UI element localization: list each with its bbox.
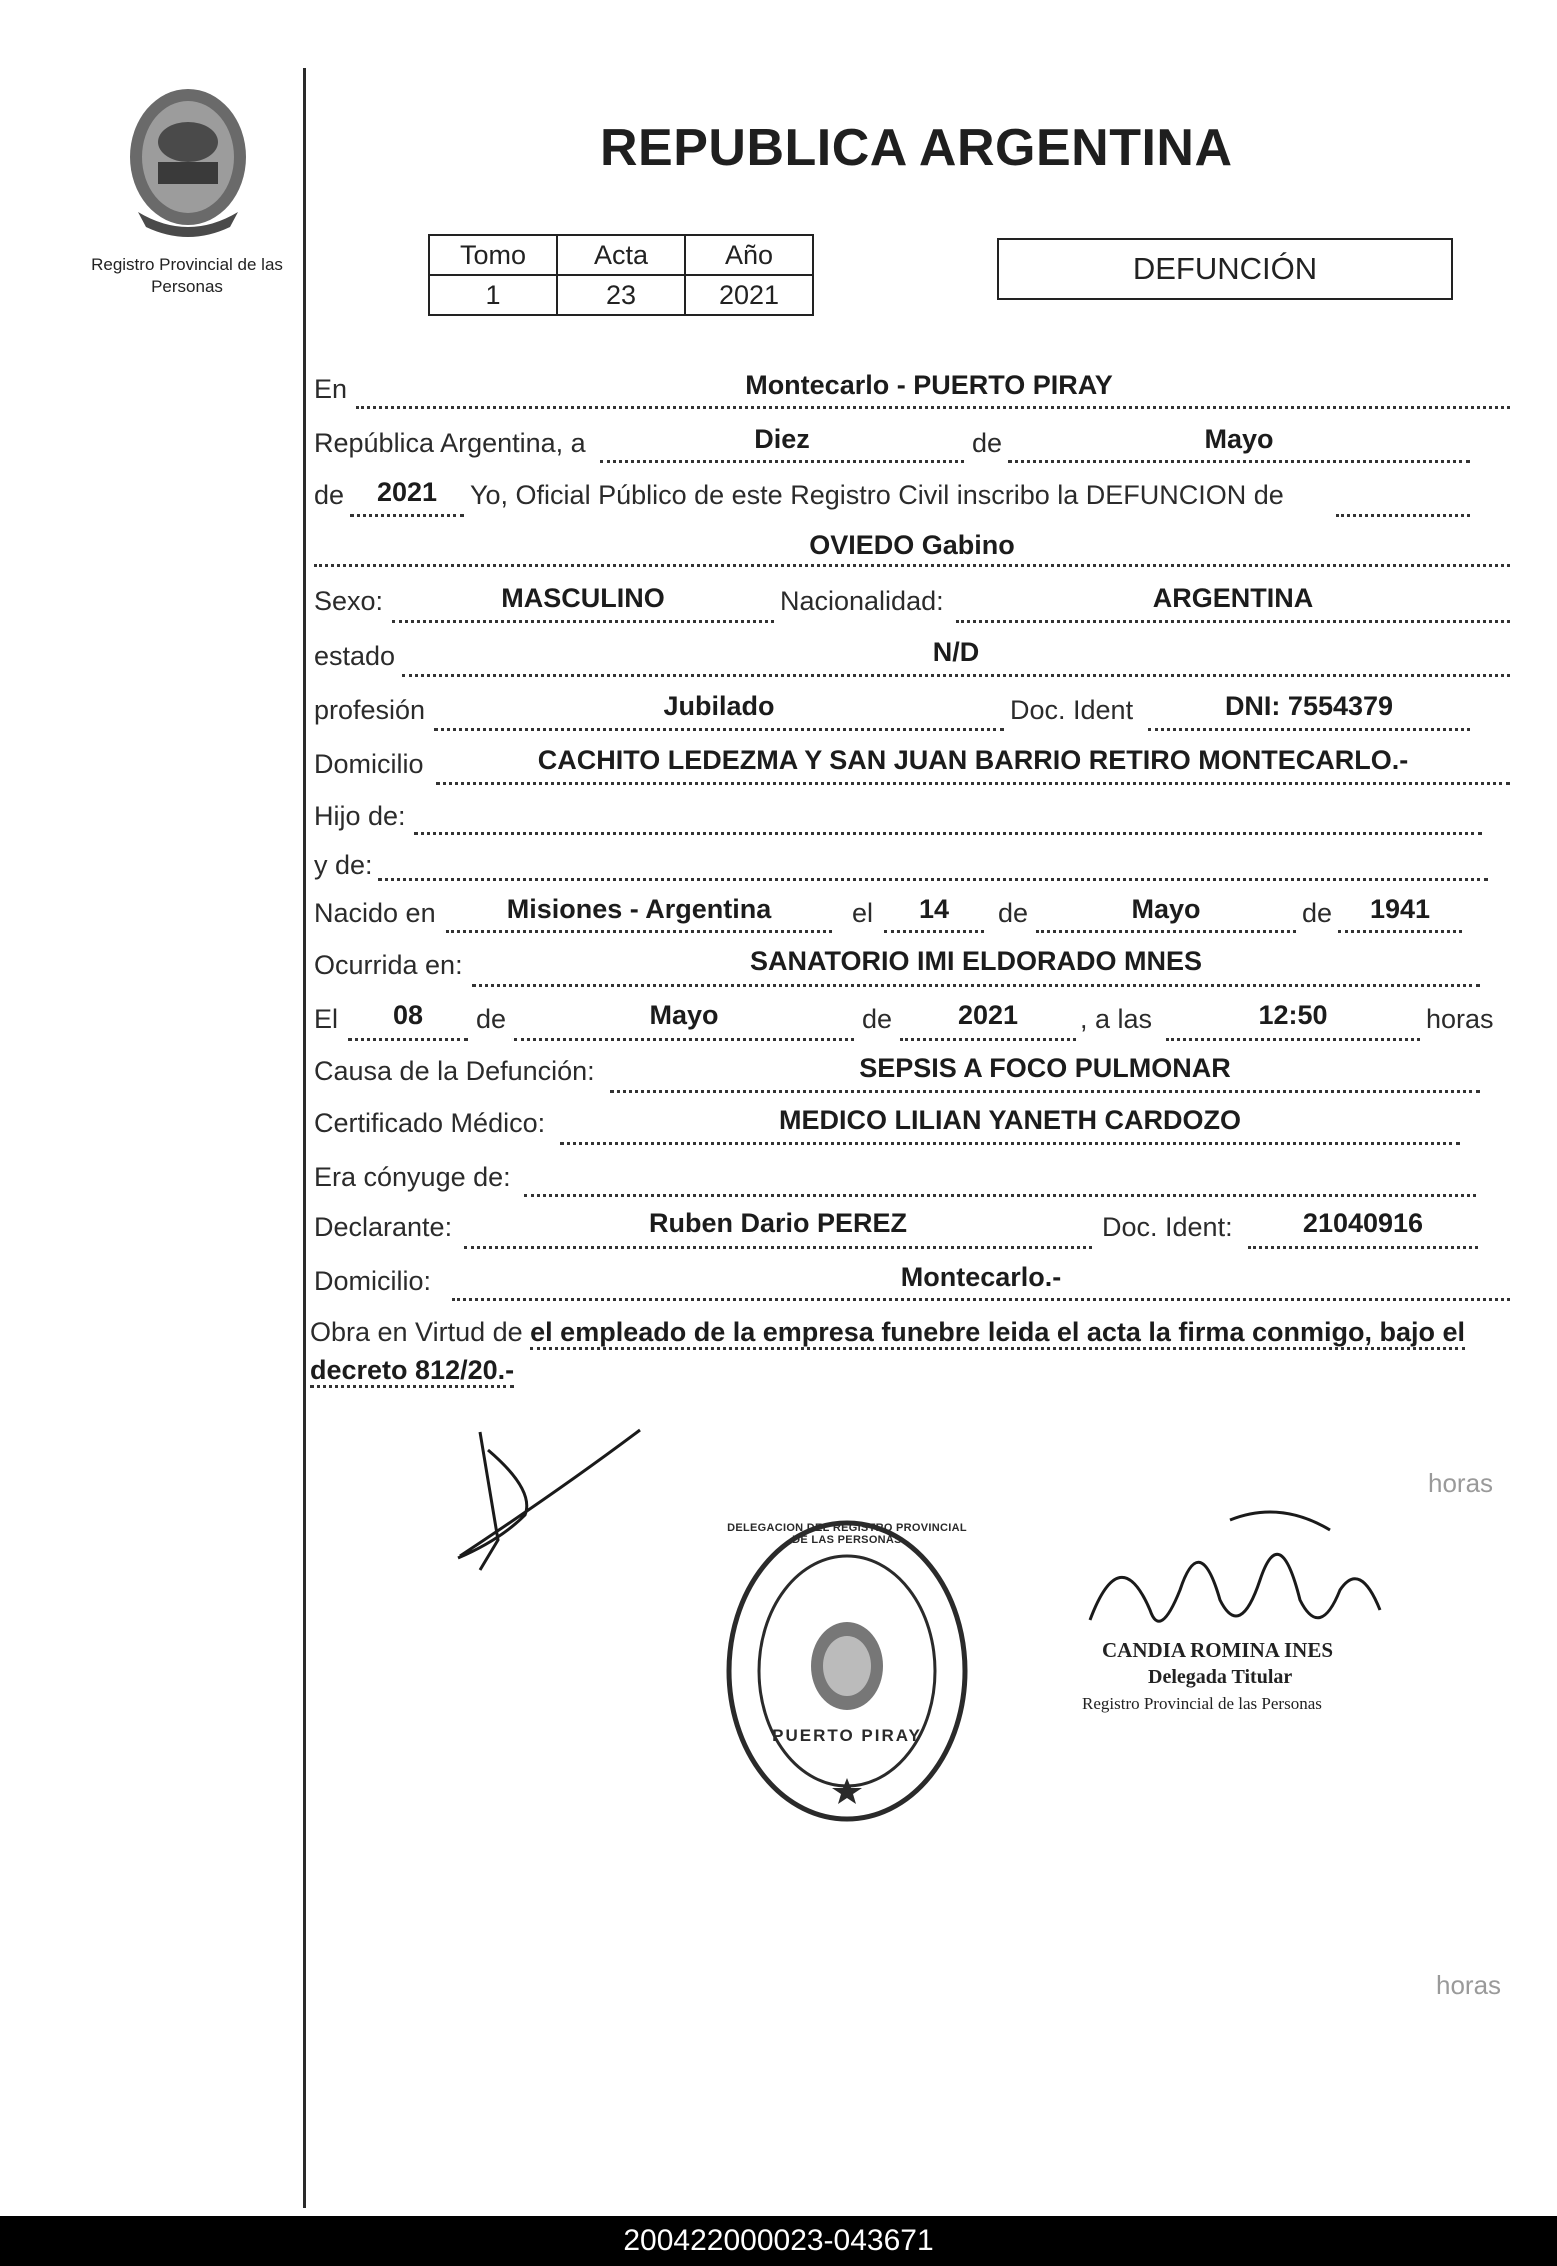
- province-coat-of-arms: [118, 82, 258, 242]
- anio-value: 2021: [685, 275, 813, 315]
- mother-label: y de:: [314, 850, 373, 880]
- profession-line: [434, 728, 1004, 731]
- document-code-footer: 200422000023-043671: [0, 2216, 1557, 2266]
- certificate-label: Certificado Médico:: [314, 1108, 546, 1138]
- name-line: [314, 564, 1510, 567]
- birth-day-value: 14: [918, 894, 950, 924]
- occurred-line: [472, 984, 1480, 987]
- address-label: Domicilio: [314, 749, 424, 779]
- republic-label: República Argentina, a: [314, 428, 586, 458]
- sex-label: Sexo:: [314, 586, 384, 616]
- declarant-doc-line: [1248, 1246, 1478, 1249]
- birth-de1-label: de: [998, 898, 1029, 928]
- registry-seal: [722, 1516, 972, 1826]
- mother-line: [378, 878, 1488, 881]
- birth-de2-label: de: [1302, 898, 1333, 928]
- month-value: Mayo: [1204, 424, 1274, 454]
- signer-office: Registro Provincial de las Personas: [1082, 1694, 1322, 1713]
- birth-day-line: [884, 930, 984, 933]
- occurred-value: SANATORIO IMI ELDORADO MNES: [749, 946, 1202, 976]
- sex-line: [392, 620, 774, 623]
- margin-horas-1: horas: [1428, 1468, 1494, 1498]
- tomo-header: Tomo: [429, 235, 557, 275]
- cause-line: [610, 1090, 1480, 1093]
- day-value: Diez: [754, 424, 810, 454]
- acta-header: Acta: [557, 235, 685, 275]
- death-month-line: [514, 1038, 854, 1041]
- declarant-label: Declarante:: [314, 1212, 453, 1242]
- address-line: [436, 782, 1510, 785]
- year-value: 2021: [376, 477, 438, 507]
- sex-value: MASCULINO: [501, 583, 665, 613]
- born-label: Nacido en: [314, 898, 436, 928]
- inscription-text: Yo, Oficial Público de este Registro Civil inscribo la DEFUNCION de: [470, 480, 1284, 510]
- declarant-signature: [440, 1420, 660, 1580]
- de-label: de: [972, 428, 1003, 458]
- death-time-value: 12:50: [1258, 1000, 1328, 1030]
- month-line: [1008, 460, 1470, 463]
- registry-table: [428, 234, 814, 316]
- deceased-name: OVIEDO Gabino: [809, 530, 1015, 560]
- obra-paragraph: [310, 1313, 1510, 1389]
- civil-status-line: [402, 674, 1510, 677]
- death-el-label: El: [314, 1004, 339, 1034]
- seal-inner-text: PUERTO PIRAY: [772, 1726, 922, 1745]
- certificate-value: MEDICO LILIAN YANETH CARDOZO: [778, 1105, 1242, 1135]
- year-prefix-label: de: [314, 480, 345, 510]
- declarant-doc-value: 21040916: [1302, 1208, 1424, 1238]
- time-label: , a las: [1080, 1004, 1153, 1034]
- birth-month-value: Mayo: [1131, 894, 1201, 924]
- declarant-value: Ruben Dario PEREZ: [648, 1208, 908, 1238]
- death-month-value: Mayo: [649, 1000, 719, 1030]
- nationality-label: Nacionalidad:: [780, 586, 944, 616]
- logo-caption: Registro Provincial de las Personas: [91, 255, 283, 296]
- cause-value: SEPSIS A FOCO PULMONAR: [859, 1053, 1231, 1083]
- anio-header: Año: [685, 235, 813, 275]
- born-place-value: Misiones - Argentina: [506, 894, 772, 924]
- death-de2-label: de: [862, 1004, 893, 1034]
- nationality-value: ARGENTINA: [1152, 583, 1314, 613]
- tomo-value: 1: [429, 275, 557, 315]
- official-signature: [1080, 1500, 1420, 1660]
- death-year-value: 2021: [957, 1000, 1019, 1030]
- year-line: [350, 514, 464, 517]
- certificate-line: [560, 1142, 1460, 1145]
- death-year-line: [900, 1038, 1076, 1041]
- declarant-address-label: Domicilio:: [314, 1266, 432, 1296]
- birth-month-line: [1036, 930, 1296, 933]
- birth-year-line: [1338, 930, 1462, 933]
- address-value: CACHITO LEDEZMA Y SAN JUAN BARRIO RETIRO MONTECARLO.-: [537, 745, 1409, 775]
- occurred-label: Ocurrida en:: [314, 950, 463, 980]
- doc-label: Doc. Ident: [1010, 695, 1134, 725]
- death-day-line: [348, 1038, 468, 1041]
- day-line: [600, 460, 964, 463]
- death-time-line: [1166, 1038, 1420, 1041]
- birth-year-value: 1941: [1369, 894, 1431, 924]
- margin-horas-2: horas: [1436, 1970, 1502, 2000]
- profession-label: profesión: [314, 695, 426, 725]
- hours-label: horas: [1426, 1004, 1494, 1034]
- record-type-box: DEFUNCIÓN: [997, 238, 1453, 300]
- death-de1-label: de: [476, 1004, 507, 1034]
- place-line: [356, 406, 1510, 409]
- doc-value: DNI: 7554379: [1224, 691, 1394, 721]
- spouse-line: [524, 1194, 1476, 1197]
- nationality-line: [956, 620, 1510, 623]
- civil-status-label: estado: [314, 641, 396, 671]
- declarant-address-line: [452, 1298, 1510, 1301]
- signer-name: CANDIA ROMINA INES: [1102, 1638, 1334, 1662]
- document-title: REPUBLICA ARGENTINA: [600, 119, 1233, 177]
- born-el-label: el: [852, 898, 874, 928]
- obra-label: Obra en Virtud de: [310, 1317, 523, 1347]
- declarant-address-value: Montecarlo.-: [900, 1262, 1062, 1292]
- born-place-line: [446, 930, 832, 933]
- cause-label: Causa de la Defunción:: [314, 1056, 595, 1086]
- father-label: Hijo de:: [314, 801, 406, 831]
- left-margin-rule: [303, 68, 306, 2208]
- obra-value: el empleado de la empresa funebre leida el acta la firma conmigo, bajo el decreto 812/20.-: [310, 1317, 1465, 1388]
- signer-role: Delegada Titular: [1148, 1666, 1293, 1688]
- spouse-label: Era cónyuge de:: [314, 1162, 511, 1192]
- declarant-line: [464, 1246, 1092, 1249]
- father-line: [414, 832, 1482, 835]
- death-day-value: 08: [392, 1000, 424, 1030]
- place-value: Montecarlo - PUERTO PIRAY: [745, 370, 1113, 400]
- doc-line: [1148, 728, 1470, 731]
- civil-status-value: N/D: [932, 637, 980, 667]
- seal-outer-text: DELEGACION DEL REGISTRO PROVINCIAL DE LAS PERSONAS: [727, 1522, 967, 1546]
- profession-value: Jubilado: [663, 691, 775, 721]
- declarant-doc-label: Doc. Ident:: [1102, 1212, 1233, 1242]
- inscription-tail-line: [1336, 514, 1470, 517]
- acta-value: 23: [557, 275, 685, 315]
- place-label: En: [314, 374, 348, 404]
